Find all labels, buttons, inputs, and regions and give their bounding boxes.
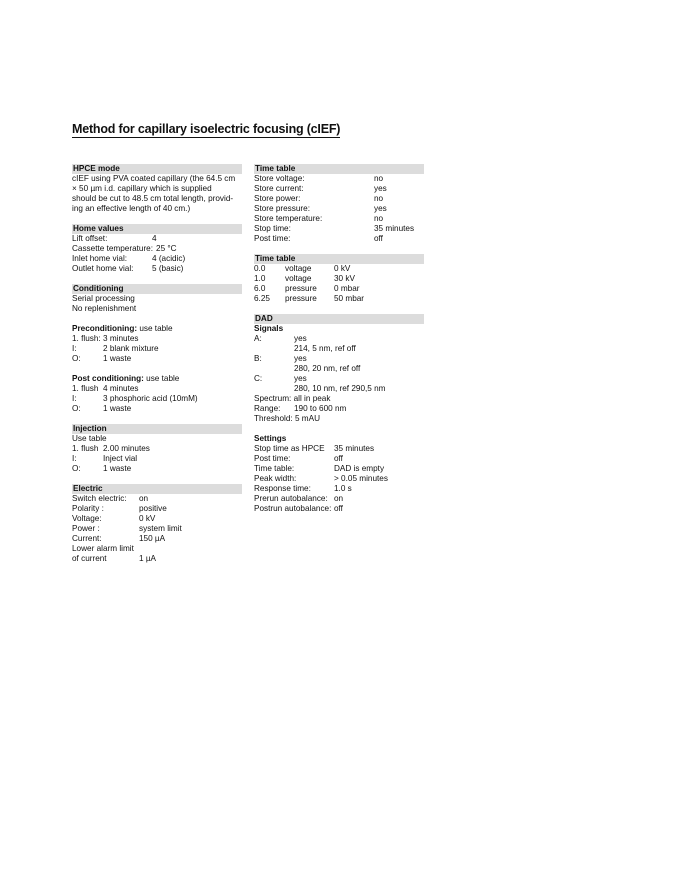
precond-row: 1. flush: 3 minutes [72,334,139,343]
conditioning-line: No replenishment [72,304,137,313]
page-title: Method for capillary isoelectric focusing (cIEF) [72,122,341,136]
signal-row: B: yes [254,354,307,363]
settings-row: Postrun autobalance: off [254,504,343,513]
hpce-line: ing an effective length of 40 cm.) [72,204,191,213]
section-heading-time-table: Time table [254,164,424,174]
dad-spectrum: Spectrum: all in peak [254,394,331,403]
electric-row: Switch electric: on [72,494,149,503]
home-key: Inlet home vial: [72,254,128,263]
home-row [72,264,242,274]
section-heading-post-conditioning: Post conditioning: use table [72,374,180,383]
postcond-row: O: 1 waste [72,404,132,413]
postcond-row: 1. flush 4 minutes [72,384,139,393]
home-key: Cassette temperature: [72,244,154,253]
electric-alarm-line: Lower alarm limit [72,544,134,553]
home-key: Lift offset: [72,234,108,243]
dad-threshold: Threshold: 5 mAU [254,414,320,423]
home-row [72,234,242,244]
section-heading-preconditioning: Preconditioning: use table [72,324,173,333]
timetable-row: Post time: off [254,234,383,243]
electric-row: Polarity : positive [72,504,167,513]
right-column [254,164,424,514]
program-row: 1.0 voltage 30 kV [254,274,355,283]
electric-row: Current: 150 µA [72,534,166,543]
timetable-row: Store pressure: yes [254,204,387,213]
home-value: 5 (basic) [152,264,184,273]
electric-row: Voltage: 0 kV [72,514,156,523]
timetable-row: Stop time: 35 minutes [254,224,415,233]
section-heading-time-table-program: Time table [254,254,424,264]
settings-row: Post time: off [254,454,343,463]
section-heading-conditioning: Conditioning [72,284,242,294]
program-row: 0.0 voltage 0 kV [254,264,351,273]
injection-row: 1. flush 2.00 minutes [72,444,150,453]
section-heading-dad: DAD [254,314,424,324]
signal-detail: 214, 5 nm, ref off [294,344,356,353]
precond-row: O: 1 waste [72,354,132,363]
postcond-row: I: 3 phosphoric acid (10mM) [72,394,198,403]
timetable-row: Store power: no [254,194,384,203]
dad-signals-heading: Signals [254,324,284,333]
section-heading-electric: Electric [72,484,242,494]
signal-detail: 280, 10 nm, ref 290,5 nm [294,384,386,393]
timetable-row: Store current: yes [254,184,387,193]
settings-row: Stop time as HPCE 35 minutes [254,444,375,453]
hpce-line: cIEF using PVA coated capillary (the 64.5 cm [72,174,236,183]
conditioning-line: Serial processing [72,294,135,303]
section-heading-hpce-mode: HPCE mode [72,164,242,174]
home-row [72,254,242,264]
home-value: 25 °C [156,244,177,253]
settings-row: Prerun autobalance: on [254,494,344,503]
electric-row: Power : system limit [72,524,182,533]
injection-line: Use table [72,434,107,443]
home-key: Outlet home vial: [72,264,134,273]
settings-row: Peak width: > 0.05 minutes [254,474,388,483]
hpce-line: × 50 µm i.d. capillary which is supplied [72,184,212,193]
home-value: 4 (acidic) [152,254,186,263]
injection-row: I: Inject vial [72,454,138,463]
section-heading-injection: Injection [72,424,242,434]
signal-row: C: yes [254,374,307,383]
section-heading-settings: Settings [254,434,287,443]
timetable-row: Store voltage: no [254,174,384,183]
signal-row: A: yes [254,334,307,343]
section-heading-home-values: Home values [72,224,242,234]
settings-row: Response time: 1.0 s [254,484,352,493]
home-row [72,244,242,254]
signal-detail: 280, 20 nm, ref off [294,364,361,373]
program-row: 6.0 pressure 0 mbar [254,284,360,293]
program-row: 6.25 pressure 50 mbar [254,294,365,303]
electric-row: of current 1 µA [72,554,157,563]
hpce-line: should be cut to 48.5 cm total length, provid- [72,194,234,203]
settings-row: Time table: DAD is empty [254,464,385,473]
dad-range: Range: 190 to 600 nm [254,404,347,413]
timetable-row: Store temperature: no [254,214,384,223]
left-column [72,164,242,564]
home-value: 4 [152,234,157,243]
precond-row: I: 2 blank mixture [72,344,159,353]
injection-row: O: 1 waste [72,464,132,473]
